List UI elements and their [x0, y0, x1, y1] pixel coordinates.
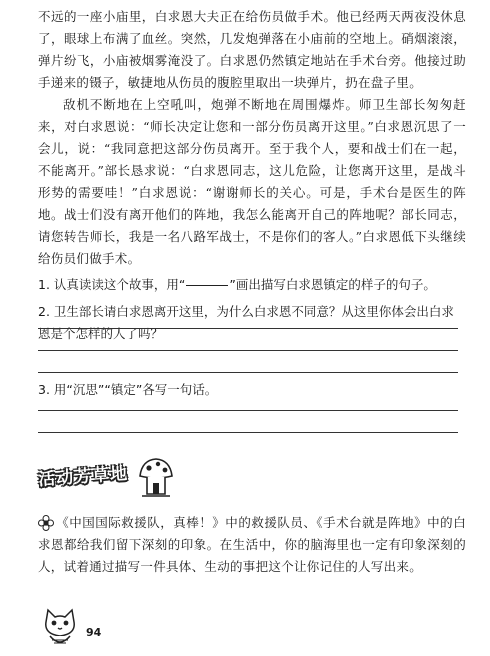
activity-title: 活动芳草地: [37, 463, 129, 491]
answer-line-q3-2[interactable]: [38, 432, 458, 433]
answer-line-q2-1[interactable]: [38, 328, 458, 329]
story-text: [38, 6, 466, 270]
answer-line-q2-2[interactable]: [38, 350, 458, 351]
activity-header: [34, 456, 184, 500]
question-1-text-before: 1. 认真读读这个故事，用“: [38, 277, 186, 292]
activity-task: [38, 512, 466, 578]
flower-icon: [38, 515, 54, 531]
underline-sample: [186, 285, 228, 286]
question-1: [38, 274, 466, 296]
question-2: 2. 卫生部长请白求恩离开这里，为什么白求恩不同意？从这里你体会出白求恩是个怎样的人了吗？: [38, 304, 454, 341]
story-paragraph-2: 敌机不断地在上空吼叫，炮弹不断地在周围爆炸。师卫生部长匆匆赶来，对白求恩说：“师长决定让您和一部分伤员离开这里。”白求恩沉思了一会儿，说：“我同意把这部分伤员离开。至于我个人，要和战士们在一起，不能离开。”部长恳求说：“白求恩同志，这儿危险，让您离开这里，是战斗形势的需要哇！”白求恩说：“谢谢师长的关心。可是，手术台是医生的阵地。战士们没有离开他们的阵地，我怎么能离开自己的阵地呢？部长同志，请您转告师长，我是一名八路军战士，不是你们的客人。”白求恩低下头继续给伤员们做手术。: [38, 97, 466, 266]
answer-line-q2-3[interactable]: [38, 372, 458, 373]
story-paragraph-1: 不远的一座小庙里，白求恩大夫正在给伤员做手术。他已经两天两夜没休息了，眼球上布满了血丝。突然，几发炮弹落在小庙前的空地上。硝烟滚滚，弹片纷飞，小庙被烟雾淹没了。白求恩仍然镇定地站在手术台旁。他接过助手递来的镊子，敏捷地从伤员的腹腔里取出一块弹片，扔在盘子里。: [38, 9, 466, 90]
page-number: 94: [86, 626, 102, 639]
cartoon-cat-icon: [38, 604, 82, 648]
answer-line-q3-1[interactable]: [38, 410, 458, 411]
question-3: 3. 用“沉思”“镇定”各写一句话。: [38, 382, 218, 397]
mushroom-house-icon: [138, 456, 174, 498]
activity-task-text: 《中国国际救援队，真棒！》中的救援队员、《手术台就是阵地》中的白求恩都给我们留下深刻的印象。在生活中，你的脑海里也一定有印象深刻的人，试着通过描写一件具体、生动的事把这个让你记住的人写出来。: [38, 515, 466, 574]
question-1-text-after: ”画出描写白求恩镇定的样子的句子。: [229, 277, 436, 292]
